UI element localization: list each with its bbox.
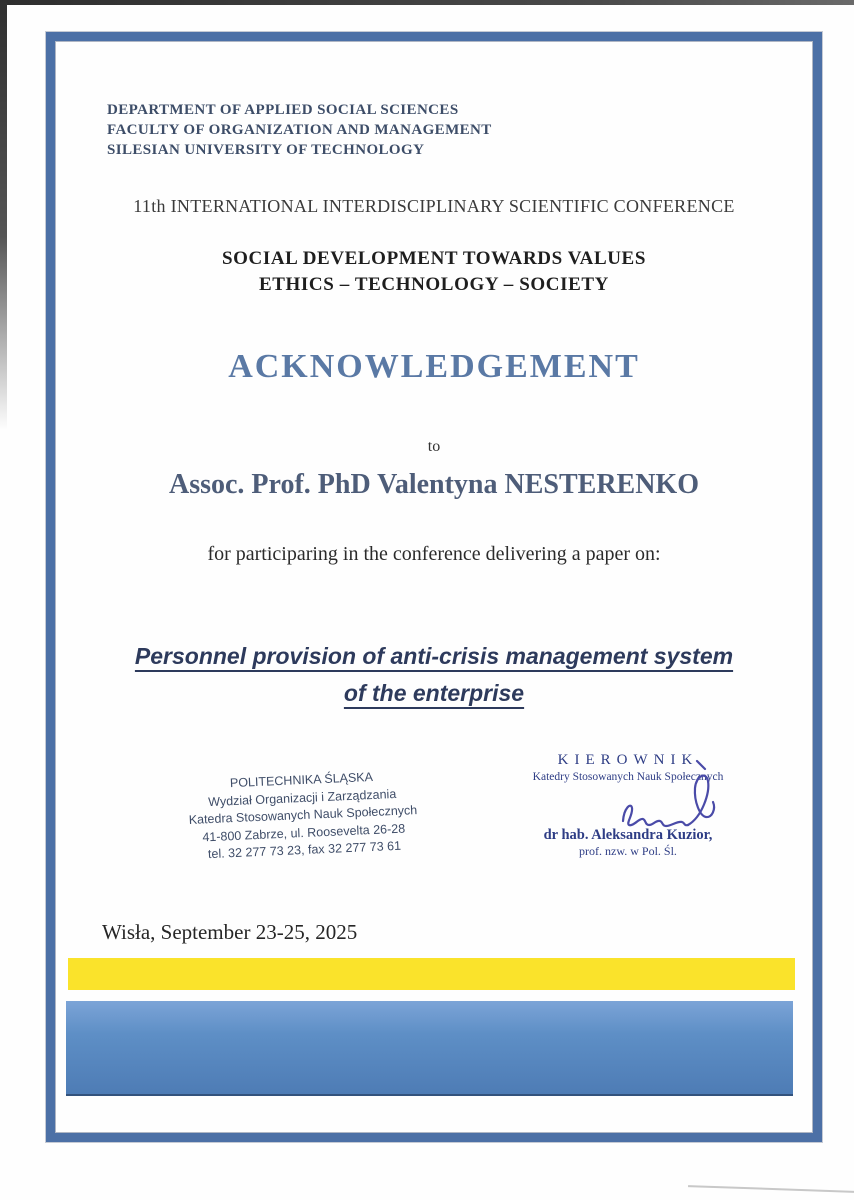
- university-line: SILESIAN UNIVERSITY OF TECHNOLOGY: [107, 142, 425, 158]
- stamp-line: 41-800 Zabrze, ul. Roosevelta 26-28: [202, 821, 406, 844]
- faculty-line: FACULTY OF ORGANIZATION AND MANAGEMENT: [107, 122, 492, 138]
- signatory-role: KIEROWNIK: [557, 752, 699, 768]
- scan-edge-top: [0, 0, 854, 5]
- scan-edge-left: [0, 0, 7, 430]
- paper-title-line1: Personnel provision of anti-crisis management system: [134, 643, 734, 669]
- conference-series-line: 11th INTERNATIONAL INTERDISCIPLINARY SCIENTIFIC CONFERENCE: [133, 196, 735, 216]
- signatory-department: Katedry Stosowanych Nauk Społecznych: [532, 771, 724, 783]
- signatory-title: prof. nzw. w Pol. Śl.: [579, 844, 677, 858]
- signatory-name: dr hab. Aleksandra Kuzior,: [543, 827, 713, 843]
- university-stamp-block: [170, 766, 436, 865]
- scan-edge-bottom-right: [688, 1185, 854, 1193]
- acknowledgement-heading: ACKNOWLEDGEMENT: [228, 348, 640, 385]
- paper-title: [46, 638, 822, 712]
- yellow-decorative-bar: [68, 958, 795, 990]
- recipient-name: Assoc. Prof. PhD Valentyna NESTERENKO: [168, 469, 699, 500]
- stamp-line: POLITECHNIKA ŚLĄSKA: [229, 769, 374, 791]
- organization-header: [107, 100, 492, 160]
- stamp-line: tel. 32 277 73 23, fax 32 277 73 61: [207, 838, 402, 862]
- paper-title-line2: of the enterprise: [343, 680, 525, 706]
- date-location-line: Wisła, September 23-25, 2025: [102, 920, 358, 944]
- department-line: DEPARTMENT OF APPLIED SOCIAL SCIENCES: [107, 102, 459, 118]
- conference-title: [46, 246, 822, 298]
- conference-title-line2: ETHICS – TECHNOLOGY – SOCIETY: [259, 274, 609, 295]
- participation-line: for participaring in the conference delivering a paper on:: [207, 543, 661, 565]
- conference-title-line1: SOCIAL DEVELOPMENT TOWARDS VALUES: [221, 248, 647, 269]
- stamp-line: Wydział Organizacji i Zarządzania: [207, 786, 397, 809]
- to-label: to: [427, 438, 441, 455]
- stamp-line: Katedra Stosowanych Nauk Społecznych: [188, 803, 418, 827]
- handwritten-signature-icon: [575, 745, 755, 865]
- blue-decorative-bar: [66, 1001, 793, 1096]
